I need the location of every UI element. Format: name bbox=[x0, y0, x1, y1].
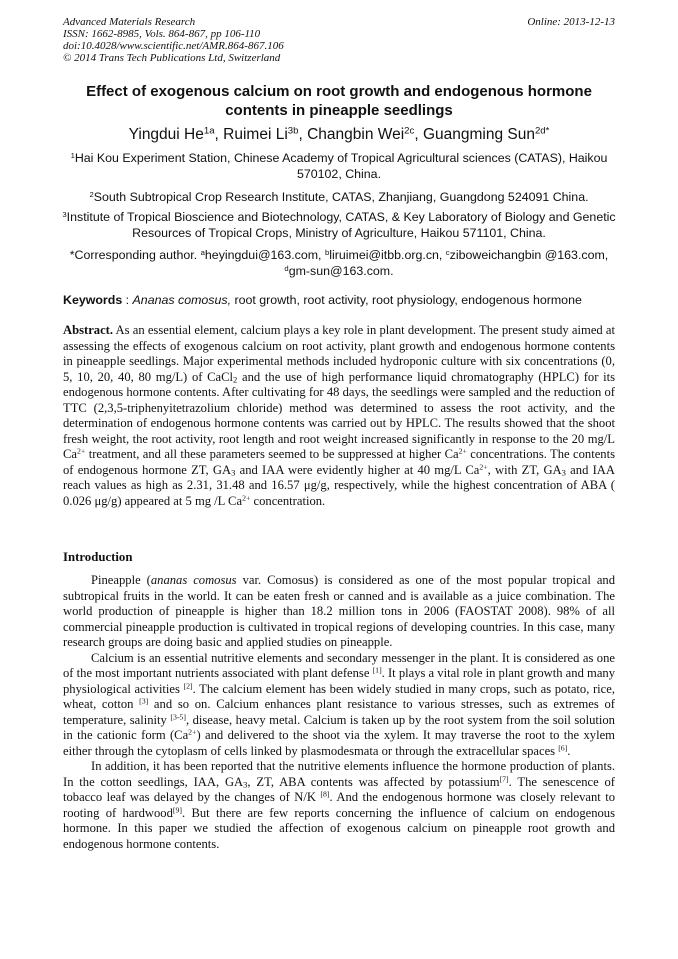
intro-paragraph-2 bbox=[63, 651, 615, 760]
paragraph-text: Calcium is an essential nutritive elements and secondary messenger in the plant. It is considered as one of the most important nutrients associated with plant defense bbox=[63, 650, 615, 680]
superscript: 2+ bbox=[242, 493, 251, 503]
paragraph-text: . The calcium element has been widely studied in many crops, such as potato, rice, wheat, cotton bbox=[63, 681, 615, 711]
corresponding-author bbox=[56, 248, 622, 279]
citation: [8] bbox=[320, 789, 330, 799]
paper-title bbox=[50, 82, 628, 120]
citation: [7] bbox=[499, 774, 509, 784]
paragraph-text: , disease, heavy metal. Calcium is taken up by the root system from the soil solution in the cationic form (Ca bbox=[63, 712, 615, 742]
author-name: Yingdui He bbox=[128, 126, 204, 143]
copyright-line: © 2014 Trans Tech Publications Ltd, Switzerland bbox=[63, 52, 281, 64]
paragraph-text: ) and delivered to the shoot via the xylem. It may traverse the root to the xylem either through the cytoplasm of cells linked by plasmodesmata or through the extracellular spaces bbox=[63, 728, 615, 758]
citation: [6] bbox=[558, 743, 568, 753]
paragraph-text: . The senescence of tobacco leaf was delayed by the changes of N/K bbox=[63, 774, 616, 804]
paragraph-text: Pineapple ( bbox=[91, 573, 151, 587]
keywords-separator: : bbox=[122, 293, 133, 307]
superscript: 2+ bbox=[188, 727, 197, 737]
paragraph-text: . But there are few reports concerning the influence of calcium on endogenous hormone. In this paper we studied the affection of exogenous calcium on pineapple root growth and endogenous hormone contents. bbox=[63, 805, 615, 851]
affiliation-text: Institute of Tropical Bioscience and Biotechnology, CATAS, & Key Laboratory of Biology and Genetic Resources of Tropical Crops, Ministry of Agriculture, Haikou 571101, China. bbox=[66, 210, 616, 240]
superscript: 2+ bbox=[77, 446, 86, 456]
keywords-text: root growth, root activity, root physiology, endogenous hormone bbox=[231, 293, 582, 307]
citation: [3] bbox=[139, 696, 149, 706]
subscript: 2 bbox=[233, 374, 238, 385]
email-marker: a bbox=[200, 247, 205, 257]
intro-paragraph-1 bbox=[63, 573, 615, 651]
journal-name: Advanced Materials Research bbox=[63, 16, 196, 28]
paragraph-text: . It plays a vital role in plant growth and many physiological activities bbox=[63, 666, 616, 696]
paragraph-text: , ZT, ABA contents was affected by potassium bbox=[247, 774, 500, 789]
title-line-2: contents in pineapple seedlings bbox=[225, 102, 453, 119]
paragraph-text: and so on. Calcium enhances plant resistance to various stresses, such as extremes of temperature, salinity bbox=[63, 697, 615, 727]
section-heading-introduction: Introduction bbox=[63, 550, 133, 564]
abstract-text: concentration. bbox=[250, 493, 326, 508]
subscript: 3 bbox=[243, 779, 248, 790]
author-name: Guangming Sun bbox=[422, 126, 535, 143]
abstract-text: and the use of high performance liquid chromatography (HPLC) for its endogenous hormone contents. After cultivating for 48 days, the seedlings were sampled and the reduction of TTC (2,3,5-triphenyitetrazolium chloride) method was determined to assess the root activity, and the determination of endogenous hormone contents was carried out by HPLC. The results showed that the shoot fresh weight, the root activity, root length and root weight increased significantly in response to the 20 mg/L Ca bbox=[63, 369, 615, 461]
citation: [1] bbox=[372, 665, 382, 675]
email-marker: d bbox=[284, 263, 289, 273]
introduction-body bbox=[63, 573, 615, 852]
paragraph-text: . And the endogenous hormone was closely relevant to rooting of hardwood bbox=[63, 790, 615, 820]
keywords-label: Keywords bbox=[63, 293, 123, 307]
species-name: ananas comosus bbox=[150, 573, 237, 587]
author-superscript: 3b bbox=[287, 125, 299, 137]
affiliation-marker: 1 bbox=[70, 150, 75, 160]
superscript: 2+ bbox=[458, 446, 467, 456]
email-address: liruimei@itbb.org.cn, bbox=[329, 248, 446, 262]
author-list: Yingdui $He^{1a}$, Ruimei $Li^{3b}$, Changbin Wei$^{2c}$, Guangming Sun$^{2d*}$ bbox=[128, 125, 550, 143]
corresponding-label: *Corresponding author. bbox=[69, 248, 201, 262]
journal-header bbox=[63, 16, 615, 64]
citation: [2] bbox=[183, 681, 193, 691]
abstract-paragraph bbox=[63, 323, 615, 509]
author-superscript: 2d* bbox=[534, 125, 550, 137]
abstract bbox=[63, 323, 615, 509]
affiliation-1 bbox=[56, 151, 622, 182]
affiliation-2 bbox=[56, 190, 622, 206]
affiliation-text: South Subtropical Crop Research Institute, CATAS, Zhanjiang, Guangdong 524091 China. bbox=[93, 190, 589, 204]
title-line-1: Effect of exogenous calcium on root growth and endogenous hormone bbox=[86, 83, 592, 100]
email-address: ziboweichangbin @163.com, bbox=[449, 248, 609, 262]
subscript: 3 bbox=[561, 467, 566, 478]
author-name: Ruimei Li bbox=[223, 126, 288, 143]
doi-line: doi:10.4028/www.scientific.net/AMR.864-867.106 bbox=[63, 40, 284, 52]
abstract-text: , with ZT, GA bbox=[487, 462, 562, 477]
intro-paragraph-3 bbox=[63, 759, 615, 852]
citation: [3-5] bbox=[170, 712, 186, 722]
superscript: 2+ bbox=[479, 462, 488, 472]
affiliation-text: Hai Kou Experiment Station, Chinese Academy of Tropical Agricultural sciences (CATAS), Haikou 570102, China. bbox=[74, 151, 608, 181]
citation: [9] bbox=[172, 805, 182, 815]
keywords-line bbox=[63, 293, 615, 308]
paragraph-text: In addition, it has been reported that the nutritive elements influence the hormone production of plants. In the cotton seedlings, IAA, GA bbox=[63, 759, 615, 789]
author-superscript: 1a bbox=[203, 125, 215, 137]
subscript: 3 bbox=[231, 467, 236, 478]
abstract-text: and IAA were evidently higher at 40 mg/L Ca bbox=[235, 462, 480, 477]
affiliation-3 bbox=[56, 210, 622, 241]
author-name: Changbin Wei bbox=[307, 126, 405, 143]
affiliation-marker: 2 bbox=[89, 189, 94, 199]
author-superscript: 2c bbox=[404, 125, 415, 137]
paragraph-text: var. Comosus) is considered as one of the most popular tropical and subtropical fruits in the world. It can be eaten fresh or canned and is available as a juice combination. The world production of pineapple is higher than 18.2 million tons in 2006 (FAOSTAT 2008). 98% of all commercial pineapple production is cultivated in tropical regions of developing countries. In this case, many research groups are doing basic and applied studies on pineapple. bbox=[63, 573, 615, 649]
abstract-text: and IAA reach values as high as 2.31, 31.48 and 16.57 μg/g, respectively, while the highest concentration of ABA ( 0.026 μg/g) appeared at 5 mg /L Ca bbox=[63, 462, 615, 508]
paragraph-text: . bbox=[567, 743, 571, 758]
email-address: gm-sun@163.com. bbox=[288, 263, 394, 278]
abstract-text: concentrations. The contents of endogenous hormone ZT, GA bbox=[63, 447, 615, 477]
issn-line: ISSN: 1662-8985, Vols. 864-867, pp 106-110 bbox=[63, 28, 261, 40]
abstract-label: Abstract. bbox=[63, 323, 114, 337]
email-address: heyingdui@163.com, bbox=[204, 248, 325, 262]
email-marker: c bbox=[445, 247, 450, 257]
keywords-italic: Ananas comosus, bbox=[132, 293, 232, 307]
abstract-text: As an essential element, calcium plays a key role in plant development. The present study aimed at assessing the effects of exogenous calcium on root activity, plant growth and endogenous hormone contents in pineapple seedlings. Major experimental methods included hydroponic culture with six concentrations (0, 5, 10, 20, 40, 80 mg/L) of CaCl bbox=[63, 323, 615, 384]
email-marker: b bbox=[324, 247, 330, 257]
abstract-text: treatment, and all these parameters seemed to be suppressed at higher Ca bbox=[85, 447, 459, 461]
affiliation-marker: 3 bbox=[62, 209, 67, 219]
online-date: Online: 2013-12-13 bbox=[527, 16, 615, 28]
